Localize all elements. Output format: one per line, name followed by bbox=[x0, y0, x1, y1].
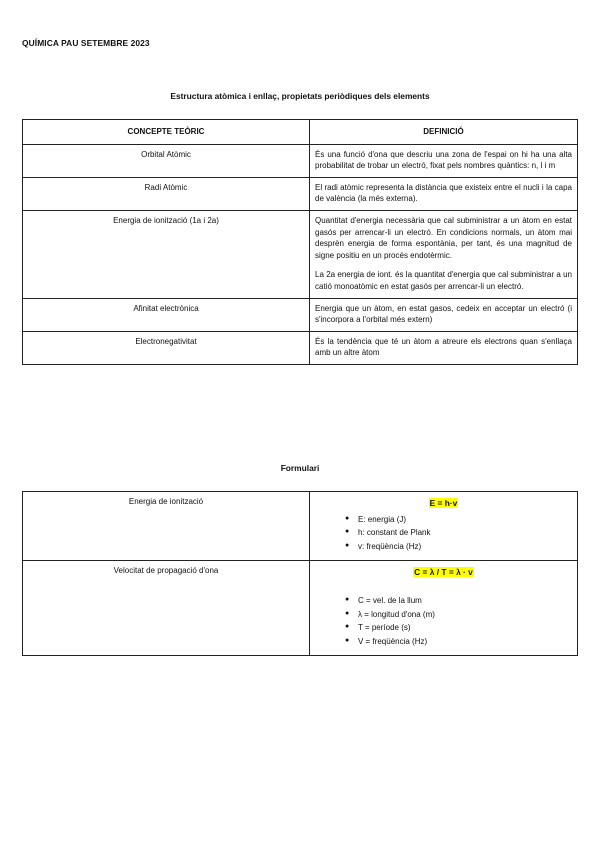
concept-cell: Energia de ionització (1a i 2a) bbox=[23, 210, 310, 298]
formula-table bbox=[22, 491, 578, 656]
table-row bbox=[23, 210, 578, 298]
concept-cell: Orbital Atòmic bbox=[23, 144, 310, 177]
definition-text: El radi atòmic representa la distància que existeix entre el nucli i la capa de valència (la més externa). bbox=[315, 182, 572, 204]
bullet-icon: ● bbox=[345, 636, 350, 644]
list-item: ● v: freqüència (Hz) bbox=[345, 541, 422, 551]
concept-cell: Afinitat electrònica bbox=[23, 298, 310, 331]
table-row bbox=[23, 144, 578, 177]
formula-cell bbox=[310, 561, 578, 656]
formula-highlight: C = λ / T = λ · v bbox=[414, 567, 473, 578]
table-row bbox=[23, 492, 578, 561]
section-title-formulari: Formulari bbox=[280, 463, 320, 473]
bullet-icon: ● bbox=[345, 623, 350, 631]
bullet-icon: ● bbox=[345, 595, 350, 603]
formula-cell bbox=[310, 492, 578, 561]
definition-text: Quantitat d'energia necessària que cal subministrar a un àtom en estat gasós per arrencar-li un electró. En condicions normals, un àtom mai desprèn energia de forma espontània, per tant, és una magnitud de signe positiu en un procés endotèrmic. bbox=[315, 215, 572, 260]
concept-cell: Electronegativitat bbox=[23, 331, 310, 364]
table-row bbox=[23, 331, 578, 364]
definition-text: És una funció d'ona que descriu una zona de l'espai on hi ha una alta probabilitat de trobar un electró, fixat pels nombres quàntics: n, l i m bbox=[315, 149, 572, 171]
column-header-definition: DEFINICIÓ bbox=[310, 120, 578, 145]
bullet-icon: ● bbox=[345, 528, 350, 536]
formula-concept-cell: Velocitat de propagació d'ona bbox=[23, 561, 310, 656]
definition-cell bbox=[310, 210, 578, 298]
section-title-atomic-structure: Estructura atòmica i enllaç, propietats periòdiques dels elements bbox=[170, 91, 430, 101]
table-row bbox=[23, 298, 578, 331]
definition-cell bbox=[310, 144, 578, 177]
concepts-table bbox=[22, 119, 578, 365]
list-item: ● T = període (s) bbox=[345, 623, 411, 633]
definition-text: Energia que un àtom, en estat gasos, cedeix en acceptar un electró (i s'incorpora a l'orbital més extern) bbox=[315, 303, 572, 325]
bullet-icon: ● bbox=[345, 609, 350, 617]
list-item: ● C = vel. de la llum bbox=[345, 595, 422, 605]
list-item: ● E: energia (J) bbox=[345, 514, 407, 524]
list-item: ● V = freqüència (Hz) bbox=[345, 636, 428, 646]
variables-list bbox=[315, 594, 572, 648]
bullet-icon: ● bbox=[345, 514, 350, 522]
document-title: QUÍMICA PAU SETEMBRE 2023 bbox=[22, 38, 150, 48]
table-header-row bbox=[23, 120, 578, 145]
bullet-icon: ● bbox=[345, 541, 350, 549]
list-item: ● h: constant de Plank bbox=[345, 528, 431, 538]
table-row bbox=[23, 177, 578, 210]
variables-list bbox=[315, 513, 572, 554]
definition-text: És la tendència que té un àtom a atreure els electrons quan s'enllaça amb un altre àtom bbox=[315, 336, 572, 358]
list-item: ● λ = longitud d'ona (m) bbox=[345, 609, 435, 619]
definition-cell bbox=[310, 298, 578, 331]
formula-concept-cell: Energia de ionització bbox=[23, 492, 310, 561]
column-header-concept: CONCEPTE TEÒRIC bbox=[23, 120, 310, 145]
formula-highlight: E = h·v bbox=[429, 498, 458, 508]
table-row bbox=[23, 561, 578, 656]
concept-cell: Radi Atòmic bbox=[23, 177, 310, 210]
definition-cell bbox=[310, 331, 578, 364]
definition-text: La 2a energia de iont. és la quantitat d'energia que cal subministrar a un catió monoatòmic en estat gasós per arrencar-li un electró. bbox=[315, 270, 572, 291]
definition-cell bbox=[310, 177, 578, 210]
